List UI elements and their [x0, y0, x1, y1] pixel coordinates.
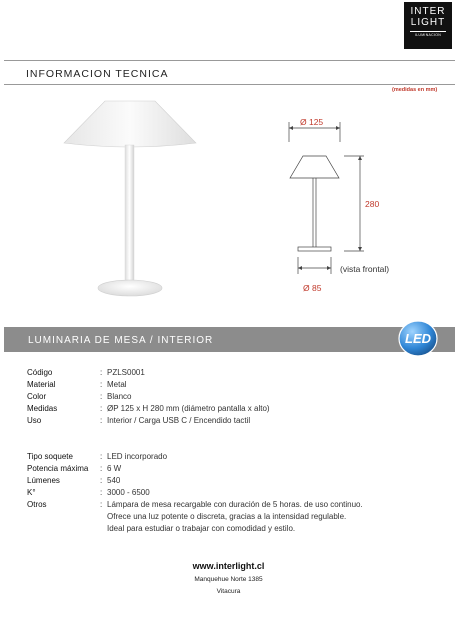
spec-value: ØP 125 x H 280 mm (diámetro pantalla x alto) [107, 404, 270, 413]
spec-value: Lámpara de mesa recargable con duración de 5 horas. de uso continuo. [107, 500, 363, 509]
spec-label: Otros [27, 500, 47, 509]
spec-value: 540 [107, 476, 121, 485]
brand-line3: ILUMINACION [410, 31, 446, 37]
spec-label: Color [27, 392, 47, 401]
spec-label: Uso [27, 416, 42, 425]
spec-value-extra: Ofrece una luz potente o discreta, gracias a la intensidad regulable. [107, 512, 347, 521]
spec-value: 6 W [107, 464, 122, 473]
spec-value: Blanco [107, 392, 132, 401]
divider-top [4, 60, 455, 61]
spec-value: 3000 - 6500 [107, 488, 150, 497]
lamp-shade [64, 101, 196, 147]
spec-colon: : [100, 452, 103, 461]
spec-value: Interior / Carga USB C / Encendido tactil [107, 416, 251, 425]
units-note: (medidas en mm) [392, 87, 438, 93]
spec-colon: : [100, 488, 103, 497]
spec-colon: : [100, 464, 103, 473]
spec-colon: : [100, 392, 103, 401]
spec-label: Material [27, 380, 56, 389]
led-badge-text: LED [405, 331, 431, 346]
spec-label: Tipo soquete [27, 452, 73, 461]
footer-city: Vitacura [216, 588, 241, 595]
lamp-pole [125, 145, 134, 283]
spec-colon: : [100, 416, 103, 425]
footer-url[interactable]: www.interlight.cl [192, 561, 265, 571]
dim-height: 280 [365, 199, 380, 209]
led-badge-icon [398, 320, 438, 357]
drawing-base [298, 247, 331, 251]
dim-shade-diameter: Ø 125 [300, 117, 324, 127]
spec-label: Lúmenes [27, 476, 60, 485]
divider-mid [4, 84, 455, 85]
view-note: (vista frontal) [340, 264, 390, 274]
brand-line2: LIGHT [410, 17, 446, 28]
spec-label: Medidas [27, 404, 58, 413]
spec-colon: : [100, 404, 103, 413]
footer-address: Manquehue Norte 1385 [194, 576, 263, 583]
spec-label: K° [27, 488, 36, 497]
spec-label: Potencia máxima [27, 464, 89, 473]
spec-colon: : [100, 368, 103, 377]
spec-value: PZLS0001 [107, 368, 145, 377]
spec-value: LED incorporado [107, 452, 168, 461]
spec-colon: : [100, 500, 103, 509]
brand-logo [404, 2, 452, 49]
brand-line1: INTER [410, 6, 446, 17]
drawing-shade [290, 156, 339, 178]
lamp-base [98, 280, 162, 296]
spec-value-extra: Ideal para estudiar o trabajar con comodidad y estilo. [107, 524, 296, 533]
spec-colon: : [100, 380, 103, 389]
category-title: LUMINARIA DE MESA / INTERIOR [28, 335, 214, 346]
dim-base-diameter: Ø 85 [303, 283, 322, 293]
spec-colon: : [100, 476, 103, 485]
section-title: INFORMACION TECNICA [26, 68, 169, 80]
spec-label: Código [27, 368, 53, 377]
category-banner [4, 327, 455, 352]
spec-value: Metal [107, 380, 127, 389]
product-photo [60, 95, 200, 310]
